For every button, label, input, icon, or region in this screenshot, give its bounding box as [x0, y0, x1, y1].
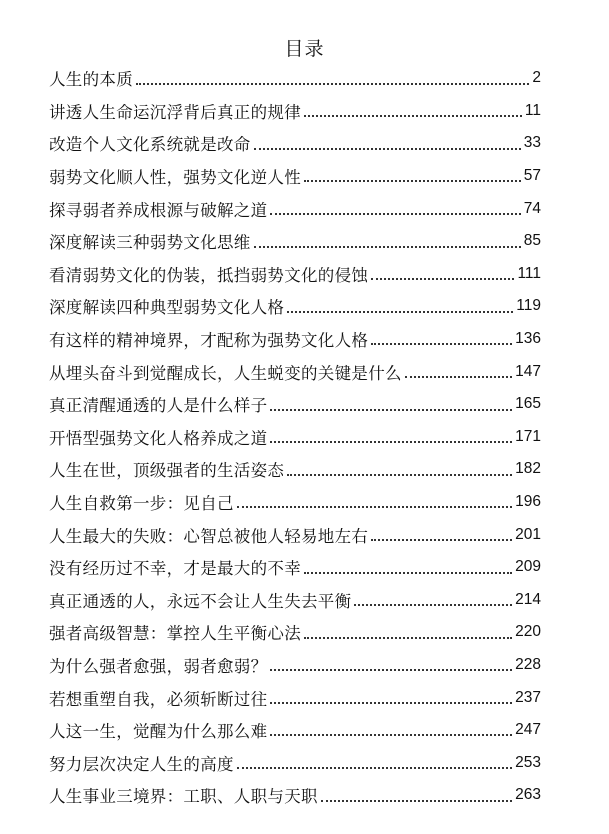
toc-entry [49, 486, 541, 519]
toc-entry-text: 讲透人生命运沉浮背后真正的规律 [49, 102, 301, 122]
toc-entry [49, 160, 541, 193]
dot-leader [371, 538, 512, 541]
toc-page-number: 111 [517, 264, 541, 282]
toc-entry [49, 258, 541, 291]
toc-entry-text: 深度解读四种典型弱势文化人格 [49, 298, 285, 318]
toc-page-number: 136 [515, 330, 541, 348]
toc-entry-text: 从埋头奋斗到觉醒成长，人生蜕变的关键是什么 [49, 363, 402, 383]
toc-entry-text: 人这一生，觉醒为什么那么难 [49, 722, 268, 742]
toc-entry [49, 453, 541, 486]
toc-entry-text: 看清弱势文化的伪装，抵挡弱势文化的侵蚀 [49, 265, 369, 285]
toc-title: 目录 [284, 38, 325, 60]
dot-leader [354, 603, 512, 606]
toc-entry [49, 518, 541, 551]
toc-entry-text: 真正通透的人，永远不会让人生失去平衡 [49, 591, 352, 611]
toc-page-number: 247 [515, 721, 541, 739]
toc-page-number: 182 [515, 460, 541, 478]
toc-page-number: 2 [532, 69, 541, 87]
dot-leader [371, 277, 514, 280]
toc-entry-text: 探寻弱者养成根源与破解之道 [49, 200, 268, 220]
toc-entry [49, 584, 541, 617]
toc-entry [49, 649, 541, 682]
toc-page-number: 201 [515, 525, 541, 543]
dot-leader [304, 179, 521, 182]
dot-leader [254, 245, 521, 248]
toc-page-number: 119 [516, 297, 541, 315]
toc-entry-text: 人生的本质 [49, 70, 133, 90]
toc-entry [49, 779, 541, 812]
toc-page-number: 165 [515, 395, 541, 413]
toc-entry-text: 深度解读三种弱势文化思维 [49, 233, 251, 253]
toc-entry-text: 努力层次决定人生的高度 [49, 754, 234, 774]
toc-entry-text: 人生事业三境界：工职、人职与天职 [49, 787, 318, 807]
toc-page-number: 237 [515, 688, 541, 706]
toc-entry-text: 为什么强者愈强，弱者愈弱？ [49, 656, 268, 676]
dot-leader [304, 636, 512, 639]
toc-page-number: 228 [515, 655, 541, 673]
toc-entry-text: 有这样的精神境界，才配称为强势文化人格 [49, 331, 369, 351]
toc-entry [49, 355, 541, 388]
toc-entry-text: 强者高级智慧：掌控人生平衡心法 [49, 624, 301, 644]
toc-entry [49, 290, 541, 323]
toc-entry [49, 323, 541, 356]
toc-entry [49, 421, 541, 454]
toc-page-number: 57 [523, 167, 541, 185]
toc-page-number: 11 [524, 101, 541, 119]
toc-entry [49, 616, 541, 649]
toc-entry [49, 127, 541, 160]
toc-page-number: 147 [515, 362, 541, 380]
dot-leader [237, 766, 512, 769]
toc-page-number: 214 [515, 590, 541, 608]
dot-leader [287, 473, 512, 476]
toc-entry-text: 没有经历过不幸，才是最大的不幸 [49, 559, 301, 579]
toc-entry [49, 714, 541, 747]
dot-leader [136, 82, 529, 85]
dot-leader [237, 505, 512, 508]
dot-leader [304, 114, 522, 117]
toc-page-number: 196 [515, 493, 541, 511]
toc-entry-text: 人生最大的失败：心智总被他人轻易地左右 [49, 526, 369, 546]
toc-list [49, 62, 541, 812]
dot-leader [270, 733, 512, 736]
toc-entry-text: 真正清醒通透的人是什么样子 [49, 396, 268, 416]
toc-page-number: 253 [515, 753, 541, 771]
dot-leader [405, 375, 512, 378]
toc-entry-text: 人生在世，顶级强者的生活姿态 [49, 461, 285, 481]
toc-page-number: 209 [515, 558, 541, 576]
dot-leader [321, 799, 512, 802]
toc-entry-text: 若想重塑自我，必须斩断过往 [49, 689, 268, 709]
toc-entry [49, 95, 541, 128]
toc-page-number: 220 [515, 623, 541, 641]
dot-leader [371, 342, 512, 345]
toc-entry [49, 192, 541, 225]
toc-entry [49, 681, 541, 714]
toc-page-number: 33 [523, 134, 541, 152]
dot-leader [270, 668, 512, 671]
dot-leader [270, 701, 512, 704]
toc-entry-text: 人生自救第一步：见自己 [49, 494, 234, 514]
dot-leader [254, 147, 521, 150]
dot-leader [304, 571, 512, 574]
toc-page-number: 85 [523, 232, 541, 250]
toc-page-number: 171 [515, 427, 541, 445]
toc-entry-text: 弱势文化顺人性，强势文化逆人性 [49, 168, 301, 188]
toc-page-number: 263 [515, 786, 541, 804]
dot-leader [270, 212, 520, 215]
dot-leader [287, 310, 513, 313]
toc-page-number: 74 [523, 199, 541, 217]
toc-entry-text: 改造个人文化系统就是改命 [49, 135, 251, 155]
toc-entry [49, 225, 541, 258]
toc-entry [49, 746, 541, 779]
toc-entry [49, 551, 541, 584]
toc-entry [49, 388, 541, 421]
toc-entry [49, 62, 541, 95]
dot-leader [270, 440, 512, 443]
toc-entry-text: 开悟型强势文化人格养成之道 [49, 428, 268, 448]
dot-leader [270, 408, 512, 411]
